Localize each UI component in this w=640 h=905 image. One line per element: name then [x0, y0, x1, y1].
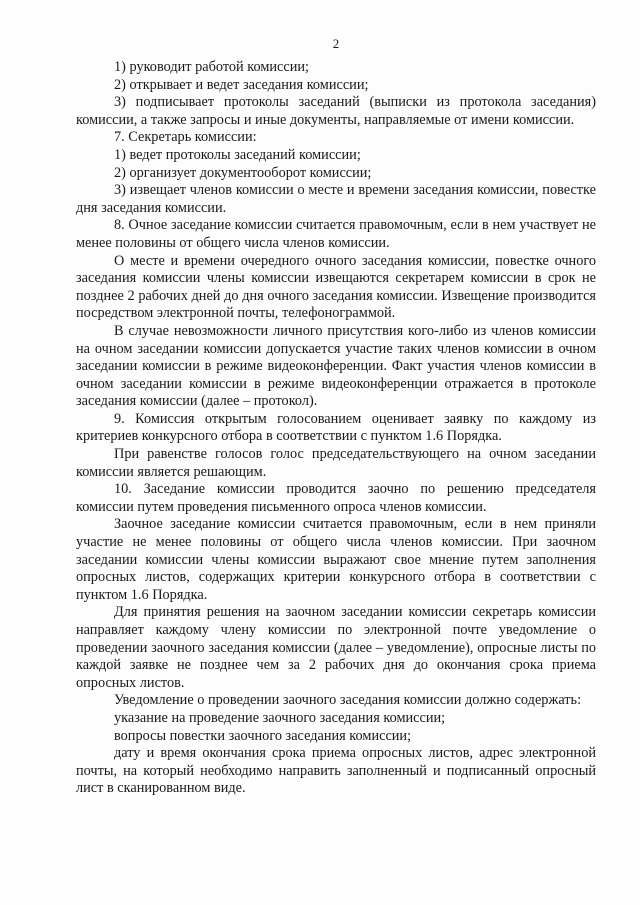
paragraph: 1) руководит работой комиссии;	[114, 59, 310, 75]
paragraph: 1) ведет протоколы заседаний комиссии;	[114, 146, 361, 163]
paragraph: Заочное заседание комиссии считается правомочным, если в нем приняли участие не менее половины от общего числа членов комиссии. При заочном заседании комиссии члены комиссии выражают свое мнение путем заполнения опросных листов, содержащих критерии конкурсного отбора в соответствии с пунктом 1.6 Порядка.	[76, 516, 596, 603]
paragraph: 2) открывает и ведет заседания комиссии;	[114, 76, 369, 93]
paragraph: 7. Секретарь комиссии:	[114, 129, 257, 146]
paragraph: указание на проведение заочного заседания комиссии;	[114, 709, 446, 726]
paragraph: Для принятия решения на заочном заседании комиссии секретарь комиссии направляет каждому члену комиссии по электронной почте уведомление о проведении заочного заседания комиссии (далее – уведомление), опросные листы по каждой заявке не позднее чем за 2 рабочих дня до окончания срока приема опросных листов.	[76, 604, 596, 691]
paragraph: 9. Комиссия открытым голосованием оценивает заявку по каждому из критериев конкурсного отбора в соответствии с пунктом 1.6 Порядка.	[76, 410, 596, 445]
paragraph: 10. Заседание комиссии проводится заочно по решению председателя комиссии путем проведения письменного опроса членов комиссии.	[76, 481, 596, 515]
paragraph: В случае невозможности личного присутствия кого-либо из членов комиссии на очном заседании комиссии допускается участие таких членов комиссии в очном заседании комиссии в режиме видеоконференции. Факт участия членов комиссии в очном заседании комиссии в режиме видеоконференции отражается в протоколе заседания комиссии (далее – протокол).	[76, 322, 596, 410]
paragraph: вопросы повестки заочного заседания комиссии;	[114, 727, 412, 744]
paragraph: дату и время окончания срока приема опросных листов, адрес электронной почты, на который необходимо направить заполненный и подписанный опросный лист в сканированном виде.	[76, 745, 596, 797]
paragraph: При равенстве голосов голос председательствующего на очном заседании комиссии является решающим.	[76, 446, 596, 480]
paragraph: Уведомление о проведении заочного заседания комиссии должно содержать:	[114, 692, 582, 709]
paragraph: 3) извещает членов комиссии о месте и времени заседания комиссии, повестке дня заседания комиссии.	[76, 182, 596, 216]
page-number: 2	[332, 36, 340, 51]
document-body	[76, 59, 596, 798]
paragraph: О месте и времени очередного очного заседания комиссии, повестке очного заседания комиссии члены комиссии извещаются секретарем комиссии в срок не позднее 2 рабочих дней до дня очного заседания комиссии. Извещение производится посредством электронной почты, телефонограммой.	[76, 252, 596, 322]
paragraph: 8. Очное заседание комиссии считается правомочным, если в нем участвует не менее половины от общего числа членов комиссии.	[76, 217, 596, 251]
paragraph: 3) подписывает протоколы заседаний (выписки из протокола заседания) комиссии, а также запросы и иные документы, направляемые от имени комиссии.	[76, 94, 596, 128]
paragraph: 2) организует документооборот комиссии;	[114, 164, 372, 181]
